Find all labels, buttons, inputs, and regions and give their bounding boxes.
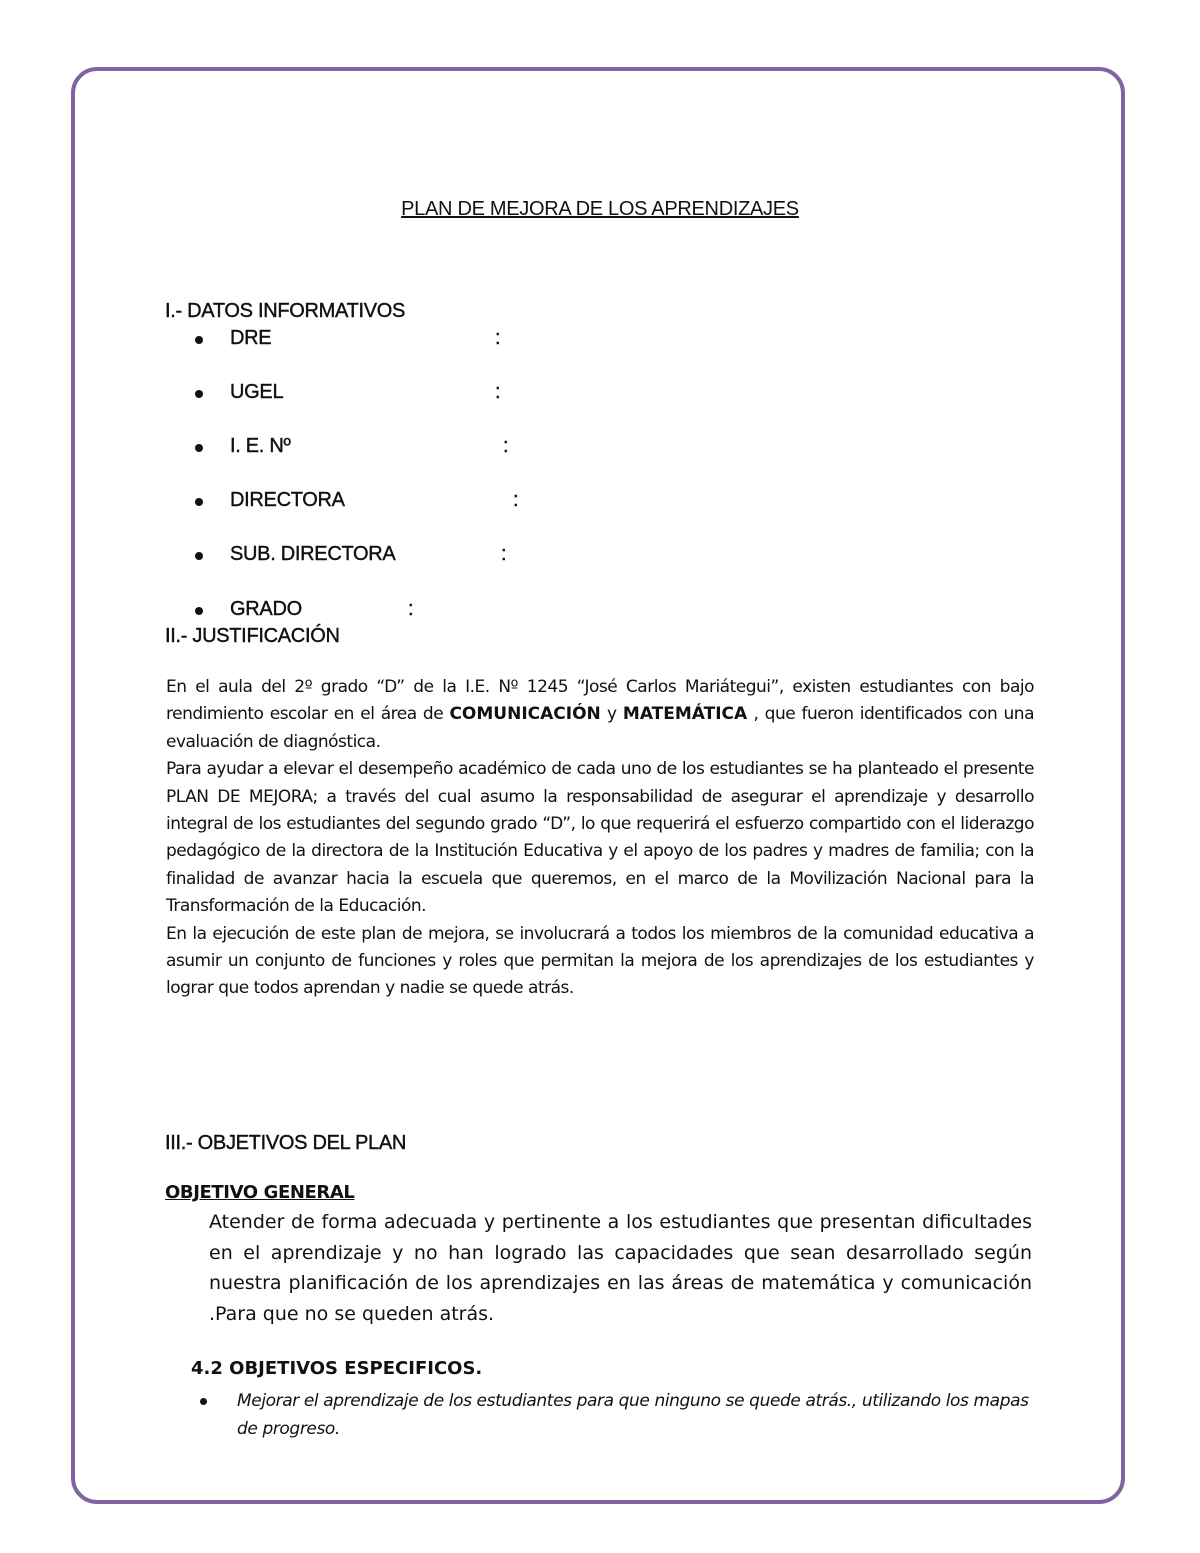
objetivo-especifico-item bbox=[200, 1387, 1030, 1443]
bullet-icon bbox=[195, 552, 203, 560]
section-datos-informativos-heading: I.- DATOS INFORMATIVOS bbox=[165, 300, 406, 322]
info-colon: : bbox=[501, 543, 507, 565]
bullet-icon bbox=[195, 444, 203, 452]
bullet-icon bbox=[200, 1398, 207, 1405]
info-colon: : bbox=[495, 327, 501, 349]
bullet-icon bbox=[195, 336, 203, 344]
justificacion-body bbox=[166, 674, 1034, 1003]
objetivos-especificos-heading: 4.2 OBJETIVOS ESPECIFICOS. bbox=[191, 1358, 483, 1379]
document-title: PLAN DE MEJORA DE LOS APRENDIZAJES bbox=[401, 198, 799, 220]
emphasis-matematica: MATEMÁTICA bbox=[622, 704, 748, 725]
bullet-icon bbox=[195, 607, 203, 615]
info-colon: : bbox=[408, 598, 414, 620]
info-colon: : bbox=[495, 381, 501, 403]
info-label: I. E. Nº bbox=[230, 435, 291, 457]
objetivo-general-heading: OBJETIVO GENERAL bbox=[165, 1182, 355, 1203]
justificacion-paragraph-2: Para ayudar a elevar el desempeño académico de cada uno de los estudiantes se ha planteado el presente PLAN DE MEJORA; a través del cual asumo la responsabilidad de asegurar el aprendizaje y desarrollo integral de los estudiantes del segundo grado “D”, lo que requerirá el esfuerzo compartido con el liderazgo pedagógico de la directora de la Institución Educativa y el apoyo de los padres y madres de familia; con la finalidad de avanzar hacia la escuela que queremos, en el marco de la Movilización Nacional para la Transformación de la Educación. bbox=[166, 759, 1034, 917]
emphasis-comunicacion: COMUNICACIÓN bbox=[449, 704, 601, 725]
bullet-icon bbox=[195, 498, 203, 506]
info-label: GRADO bbox=[230, 598, 302, 620]
justificacion-paragraph-3: En la ejecución de este plan de mejora, se involucrará a todos los miembros de la comunidad educativa a asumir un conjunto de funciones y roles que permitan la mejora de los aprendizajes de los estudiantes y lograr que todos aprendan y nadie se quede atrás. bbox=[166, 923, 1034, 999]
info-label: DIRECTORA bbox=[230, 489, 345, 511]
objetivo-especifico-text: Mejorar el aprendizaje de los estudiantes para que ninguno se quede atrás., utilizando los mapas de progreso. bbox=[237, 1391, 1029, 1439]
info-label: UGEL bbox=[230, 381, 284, 403]
info-colon: : bbox=[513, 489, 519, 511]
justificacion-paragraph-1: En el aula del 2º grado “D” de la I.E. Nº 1245 “José Carlos Mariátegui”, existen estudiantes con bajo rendimiento escolar en el área de COMUNICACIÓN y MATEMÁTICA , que fueron identificados con una evaluación de diagnóstica. bbox=[166, 677, 1034, 752]
info-label: SUB. DIRECTORA bbox=[230, 543, 396, 565]
info-label: DRE bbox=[230, 327, 272, 349]
bullet-icon bbox=[195, 390, 203, 398]
section-objetivos-heading: III.- OBJETIVOS DEL PLAN bbox=[165, 1132, 407, 1154]
info-colon: : bbox=[503, 435, 509, 457]
objetivo-general-text: Atender de forma adecuada y pertinente a los estudiantes que presentan dificultades en el aprendizaje y no han logrado las capacidades que sean desarrollado según nuestra planificación de los aprendizajes en las áreas de matemática y comunicación .Para que no se queden atrás. bbox=[209, 1211, 1032, 1325]
section-justificacion-heading: II.- JUSTIFICACIÓN bbox=[165, 625, 340, 647]
